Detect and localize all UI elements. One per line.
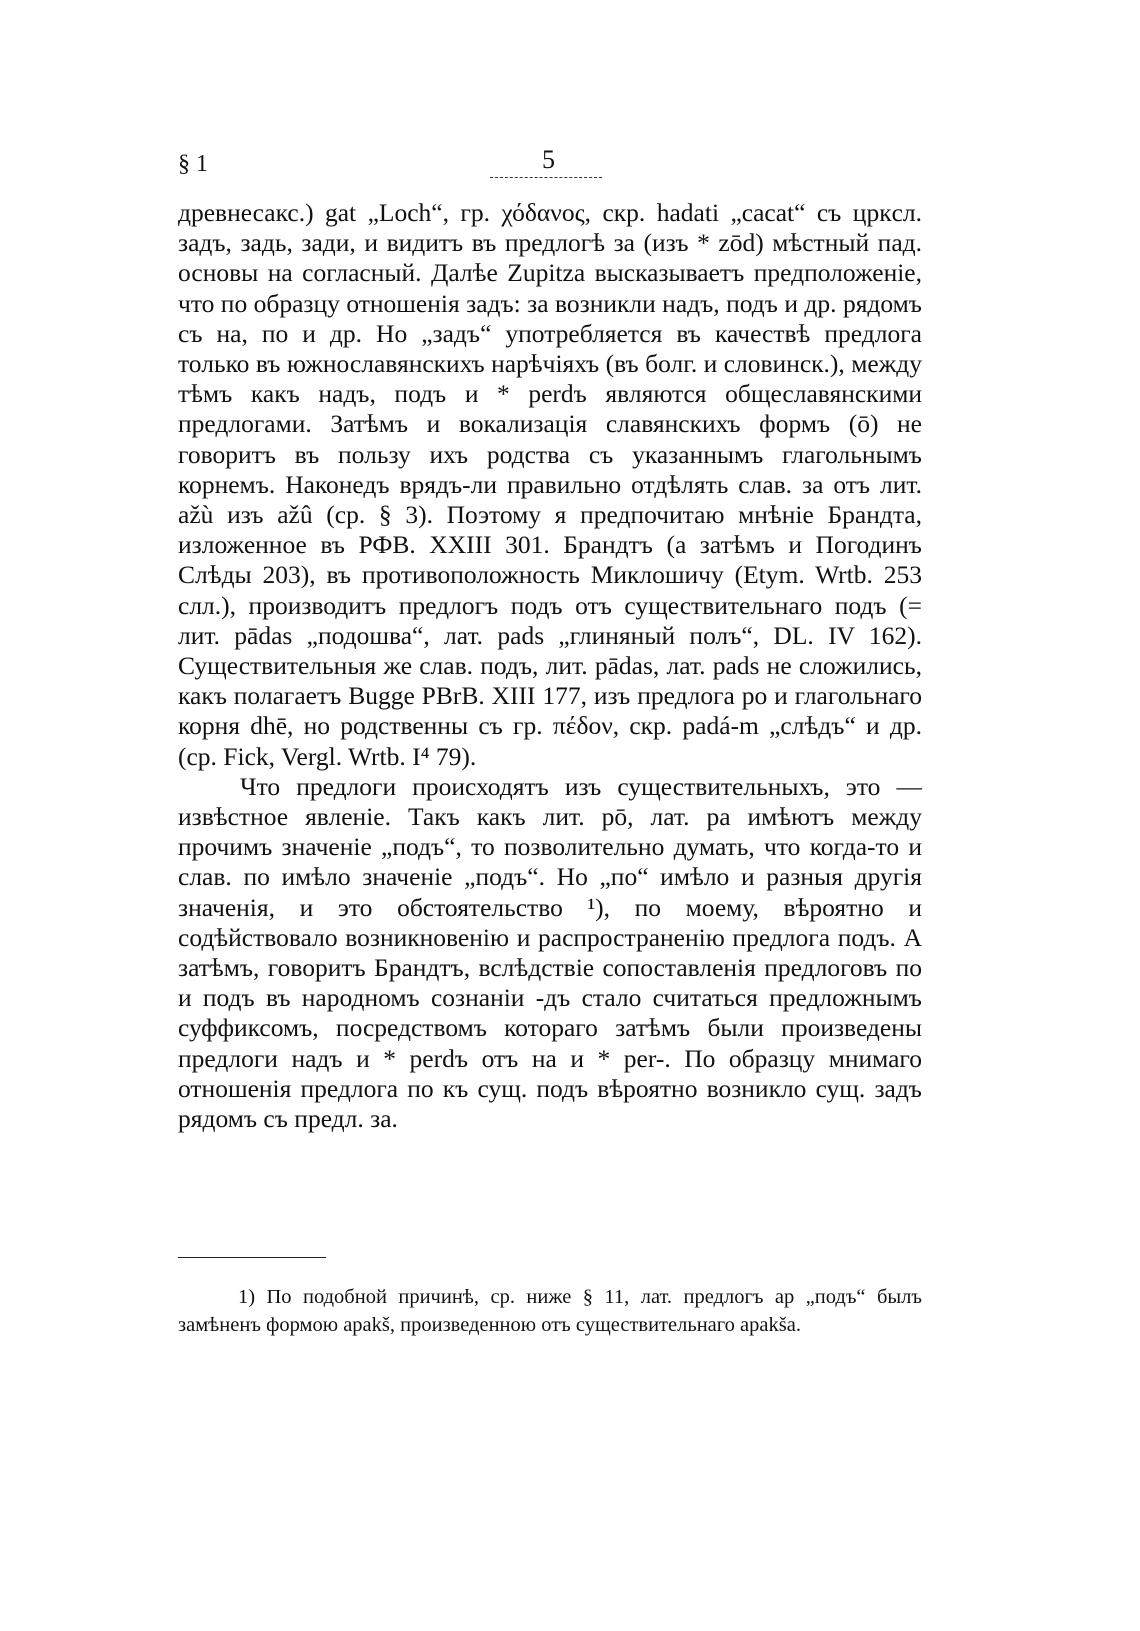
paragraph: Что предлоги происходятъ изъ существительныхъ, это — извѣстное явленіе. Такъ какъ лит. pō, лат. pa имѣютъ между прочимъ значеніе „подъ“, то позволительно думать, что когда-то и слав. по имѣло значеніе „подъ“. Но „по“ имѣло и разныя другія значенія, и это обстоятельство ¹), по моему, вѣроятно и содѣйствовало возникновенію и распространенію предлога подъ. А затѣмъ, говоритъ Брандтъ, вслѣдствіе сопоставленія предлоговъ по и подъ въ народномъ сознаніи -дъ стало считаться предложнымъ суффиксомъ, посредствомъ котораго затѣмъ были произведены предлоги надъ и * perdъ отъ на и * per-. По образцу мнимаго отношенія предлога по къ сущ. подъ вѣроятно возникло сущ. задъ рядомъ съ предл. за. [178, 771, 922, 1134]
main-text [178, 198, 922, 1134]
page-number: 5 [542, 145, 555, 174]
section-mark: § 1 [178, 151, 208, 177]
footnote: 1) По подобной причинѣ, ср. ниже § 11, лат. предлогъ ap „подъ“ былъ замѣненъ формою apakš, произведенною отъ существительнаго apakša. [178, 1286, 922, 1336]
page-header [178, 145, 922, 185]
header-rule [490, 177, 602, 178]
footnote-divider [178, 1257, 326, 1258]
paragraph: древнесакс.) gat „Loch“, гр. χόδανος, скр. hadati „cacat“ съ цркcл. задъ, задь, зади, и видитъ въ предлогѣ за (изъ * zōd) мѣстный пад. основы на согласный. Далѣе Zupitza высказываетъ предположеніе, что по образцу отношенія задъ: за возникли надъ, подъ и др. рядомъ съ на, по и др. Но „задъ“ употребляется въ качествѣ предлога только въ южнославянскихъ нарѣчіяхъ (въ болг. и словинск.), между тѣмъ какъ надъ, подъ и * perdъ являются общеславянскими предлогами. Затѣмъ и вокализація славянскихъ формъ (ō) не говоритъ въ пользу ихъ родства съ указаннымъ глагольнымъ корнемъ. Наконедъ врядъ-ли правильно отдѣлять слав. за отъ лит. ažù изъ ažû (ср. § 3). Поэтому я предпочитаю мнѣніе Брандта, изложенное въ РФВ. XXIII 301. Брандтъ (а затѣмъ и Погодинъ Слѣды 203), въ противоположность Миклошичу (Etym. Wrtb. 253 слл.), производитъ предлогъ подъ отъ существительнаго подъ (= лит. pādas „подошва“, лат. pads „глиняный полъ“, DL. IV 162). Существительныя же слав. подъ, лит. pādas, лат. pads не сложились, какъ полагаетъ Bugge PBrB. XIII 177, изъ предлога po и глагольнаго корня dhē, но родственны съ гр. πέδον, скр. padá-m „слѣдъ“ и др. (ср. Fick, Vergl. Wrtb. I⁴ 79). [178, 198, 922, 771]
